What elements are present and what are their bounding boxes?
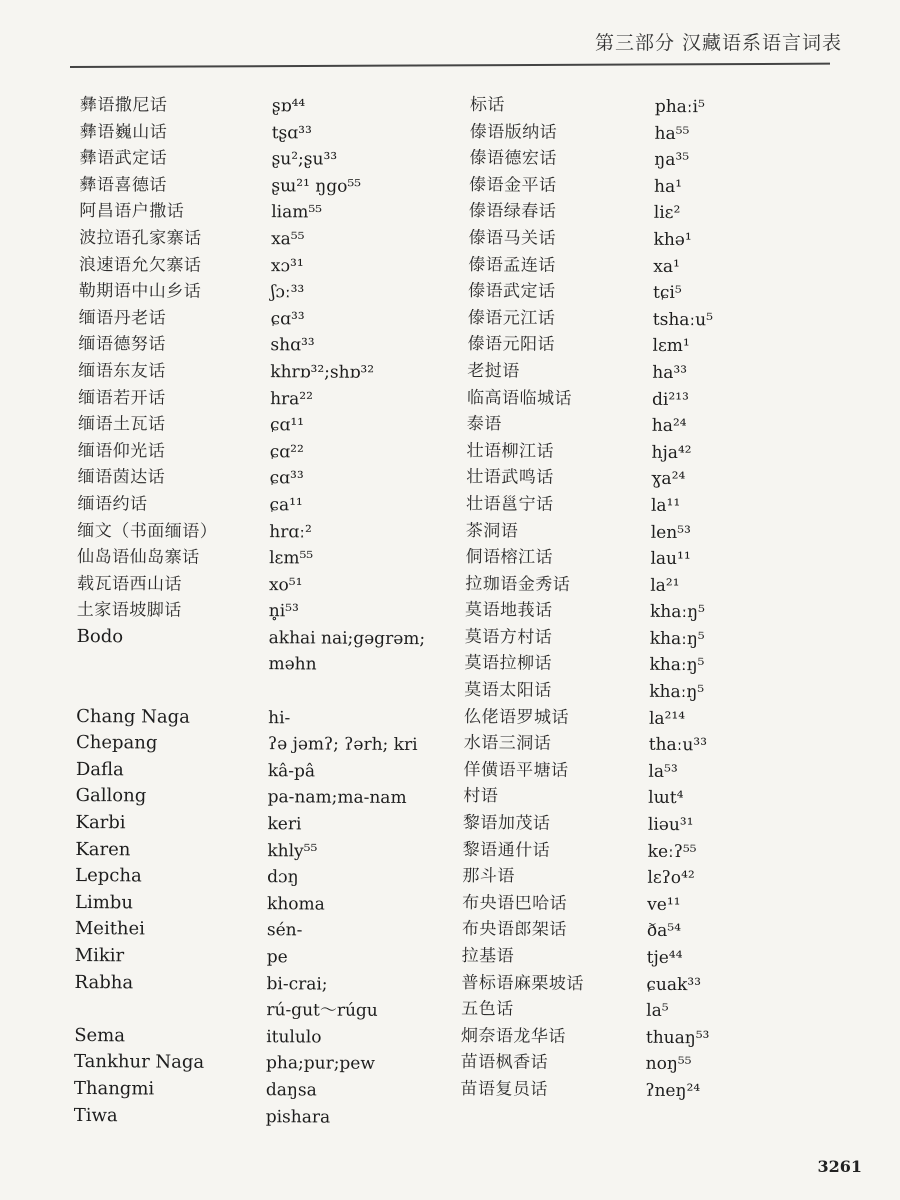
word-form: lau¹¹ xyxy=(650,548,691,570)
word-form: khoma xyxy=(266,893,325,915)
word-form: ʂu²;ʂu³³ xyxy=(271,149,338,170)
word-form: khaːŋ⁵ xyxy=(649,602,706,623)
language-name: 傣语绿春话 xyxy=(468,201,557,223)
language-name: 苗语枫香话 xyxy=(460,1052,549,1074)
language-name: 五色话 xyxy=(461,999,514,1020)
language-name: 缅语德努话 xyxy=(78,334,167,355)
language-name: 傣语武定话 xyxy=(467,281,556,302)
word-form: khly⁵⁵ xyxy=(267,840,318,862)
language-name: Karbi xyxy=(75,812,126,834)
right-word-column xyxy=(460,92,825,1106)
language-name: 傣语版纳话 xyxy=(469,121,558,143)
word-form: kâ-pâ xyxy=(267,761,316,782)
word-form: n̥i⁵³ xyxy=(268,601,299,622)
word-form: ha²⁴ xyxy=(651,415,687,437)
word-form: daŋsa xyxy=(265,1080,317,1101)
language-name: Tiwa xyxy=(73,1104,118,1126)
word-form: rú-gut～rúgu xyxy=(266,1000,378,1022)
language-name: 莫语地莪话 xyxy=(464,600,553,622)
language-name: 傣语金平话 xyxy=(469,174,557,196)
language-name: 莫语拉柳话 xyxy=(464,653,553,675)
language-name: Sema xyxy=(74,1024,126,1047)
word-form: hi- xyxy=(268,707,291,728)
language-name: 壮语武鸣话 xyxy=(466,467,554,489)
language-name: 彝语撒尼话 xyxy=(79,94,168,116)
word-form: tje⁴⁴ xyxy=(646,947,683,969)
language-name: 载瓦语西山话 xyxy=(76,573,183,595)
language-name: 茶洞语 xyxy=(465,520,519,541)
language-name: 标话 xyxy=(469,94,505,116)
word-form: ʂɒ⁴⁴ xyxy=(271,96,306,117)
word-form: xa⁵⁵ xyxy=(271,229,305,250)
language-name: 缅语丹老话 xyxy=(78,307,167,329)
language-name: Chang Naga xyxy=(76,705,190,728)
language-name: 仫佬语罗城话 xyxy=(463,706,570,728)
word-form: noŋ⁵⁵ xyxy=(645,1054,692,1075)
language-name: 傣语孟连话 xyxy=(468,254,556,276)
language-name: 波拉语孔家寨话 xyxy=(79,227,202,249)
word-form: xa¹ xyxy=(653,256,680,277)
word-form: ɕa¹¹ xyxy=(269,495,303,516)
word-form: ɕɑ³³ xyxy=(270,308,305,330)
language-name xyxy=(76,650,268,678)
language-name: 莫语太阳话 xyxy=(464,680,552,701)
language-name: 布央语巴哈话 xyxy=(462,892,568,914)
language-name: 缅语土瓦话 xyxy=(77,414,166,435)
word-form: ŋa³⁵ xyxy=(654,149,690,171)
left-word-column xyxy=(74,92,462,1131)
word-form: ʃɔː³³ xyxy=(270,282,305,303)
word-form: ɕɑ¹¹ xyxy=(269,415,305,436)
language-name: 莫语方村话 xyxy=(464,626,553,648)
language-name: 黎语通什话 xyxy=(462,839,551,861)
language-name: Dafla xyxy=(75,758,124,781)
language-name: 临高语临城话 xyxy=(466,387,573,409)
language-name: Bodo xyxy=(76,625,124,648)
word-form: ʂɯ²¹ ŋgo⁵⁵ xyxy=(271,175,362,197)
word-form: khaːŋ⁵ xyxy=(649,681,705,703)
word-form: la²¹⁴ xyxy=(648,708,686,729)
word-form: ha⁵⁵ xyxy=(654,123,690,144)
word-form: phaːi⁵ xyxy=(654,96,705,118)
word-form: məhn xyxy=(268,654,317,675)
language-name: 缅语约话 xyxy=(77,493,148,515)
language-name: 水语三洞话 xyxy=(463,733,552,755)
word-form: lɛm¹ xyxy=(652,336,690,357)
word-form: ɕɑ³³ xyxy=(269,468,304,489)
word-form: hra²² xyxy=(270,388,314,409)
language-name: 黎语加茂话 xyxy=(462,812,551,834)
language-name: Rabha xyxy=(74,971,134,993)
language-name: 缅语东友话 xyxy=(78,360,166,382)
word-form: ha³³ xyxy=(652,362,688,384)
language-name: 苗语复员话 xyxy=(460,1078,549,1100)
word-form: ʔə jəmʔ; ʔərh; kri xyxy=(267,734,418,756)
language-name: Meithei xyxy=(74,918,146,940)
language-name: 阿昌语户撒话 xyxy=(79,201,185,223)
language-name: 缅语茵达话 xyxy=(77,467,166,488)
word-form: lɯt⁴ xyxy=(648,788,684,809)
language-name: 壮语柳江话 xyxy=(466,440,555,462)
language-name: 勒期语中山乡话 xyxy=(78,281,202,302)
word-form: liəu³¹ xyxy=(647,814,694,836)
language-name: 缅文（书面缅语） xyxy=(77,520,218,542)
word-form: keri xyxy=(267,814,302,835)
word-form: pa-nam;ma-nam xyxy=(267,787,407,809)
word-form: xo⁵¹ xyxy=(268,574,303,596)
word-form: lɛm⁵⁵ xyxy=(269,548,314,569)
language-name: Limbu xyxy=(74,891,134,914)
language-name: 拉基语 xyxy=(461,945,515,967)
language-name: 那斗语 xyxy=(462,866,516,887)
word-form: ɕuak³³ xyxy=(646,974,702,995)
language-name: 泰语 xyxy=(466,414,502,435)
language-name: 傣语元阳话 xyxy=(467,334,556,356)
language-name: Thangmi xyxy=(73,1077,155,1100)
word-form: ve¹¹ xyxy=(647,894,681,915)
word-form: pe xyxy=(266,947,288,968)
language-name: 老挝语 xyxy=(467,360,520,382)
language-name: 傣语德宏话 xyxy=(469,148,557,170)
language-name: 傣语马关话 xyxy=(468,227,557,249)
language-name: 佯僙语平塘话 xyxy=(463,759,569,781)
language-name: 炯奈语龙华话 xyxy=(460,1025,567,1047)
word-form: ha¹ xyxy=(654,176,683,197)
language-name: 拉珈语金秀话 xyxy=(465,573,571,595)
word-form: khaːŋ⁵ xyxy=(649,628,705,650)
language-name: 彝语武定话 xyxy=(79,148,168,169)
word-form: ɣa²⁴ xyxy=(651,469,686,490)
word-form: tɕi⁵ xyxy=(652,282,682,304)
language-name: 村语 xyxy=(463,786,499,807)
word-form: thuaŋ⁵³ xyxy=(645,1027,710,1049)
word-form: di²¹³ xyxy=(651,389,689,410)
language-name: Gallong xyxy=(75,785,147,807)
language-name: 布央语郎架话 xyxy=(461,919,568,941)
word-form: akhai nai;gəgrəm; xyxy=(268,628,426,649)
word-form: len⁵³ xyxy=(650,522,691,543)
running-header: 第三部分 汉藏语系语言词表 xyxy=(594,32,842,54)
word-form: khrɒ³²;shɒ³² xyxy=(270,362,375,383)
word-form: sén- xyxy=(266,920,303,941)
word-form: hja⁴² xyxy=(651,442,692,463)
word-form: hrɑː² xyxy=(269,521,312,542)
language-name xyxy=(76,677,268,705)
word-form xyxy=(268,678,458,706)
language-name: 缅语若开话 xyxy=(78,387,166,409)
language-name: 土家语坡脚话 xyxy=(76,600,182,621)
word-form: tshaːu⁵ xyxy=(652,309,714,331)
word-form: ða⁵⁴ xyxy=(646,921,682,942)
language-name: 彝语喜德话 xyxy=(79,174,167,196)
page-number: 3261 xyxy=(817,1157,862,1176)
language-name: 侗语榕江话 xyxy=(465,547,554,568)
language-name: 缅语仰光话 xyxy=(77,440,166,462)
word-form: liɛ² xyxy=(653,203,681,224)
word-form: shɑ³³ xyxy=(270,335,315,356)
language-name: Mikir xyxy=(74,944,125,967)
language-name: Karen xyxy=(75,838,131,860)
language-name: 壮语邕宁话 xyxy=(465,493,554,515)
word-form: tʂɑ³³ xyxy=(271,122,312,144)
word-form: khaːŋ⁵ xyxy=(649,655,705,676)
word-form: khə¹ xyxy=(653,229,692,251)
word-form: la¹¹ xyxy=(650,495,681,516)
word-form: pishara xyxy=(265,1106,331,1128)
language-name: 彝语巍山话 xyxy=(79,121,168,143)
language-name: 傣语元江话 xyxy=(467,307,556,329)
language-name: 普标语麻栗坡话 xyxy=(461,972,585,994)
language-name xyxy=(74,996,266,1024)
word-form: thaːu³³ xyxy=(648,734,708,756)
language-name: 浪速语允欠寨话 xyxy=(78,254,202,276)
word-form: itululo xyxy=(266,1026,322,1048)
language-name: Lepcha xyxy=(75,865,142,887)
word-form: la²¹ xyxy=(650,575,680,596)
word-form: la⁵³ xyxy=(648,761,678,782)
word-form: la⁵ xyxy=(646,1000,669,1022)
language-name: Chepang xyxy=(75,732,158,754)
header-rule xyxy=(70,63,830,68)
word-form: liam⁵⁵ xyxy=(271,202,323,223)
language-name: 仙岛语仙岛寨话 xyxy=(77,547,200,568)
word-form: ʔneŋ²⁴ xyxy=(645,1080,701,1102)
word-form: ɕɑ²² xyxy=(269,441,304,463)
word-form: pha;pur;pew xyxy=(266,1053,376,1075)
word-form: xɔ³¹ xyxy=(270,255,304,276)
word-form: lɛʔo⁴² xyxy=(647,867,695,889)
word-form: keːʔ⁵⁵ xyxy=(647,841,697,862)
word-form: dɔŋ xyxy=(267,867,299,888)
language-name: Tankhur Naga xyxy=(74,1051,205,1074)
word-form: bi-crai; xyxy=(266,973,328,995)
